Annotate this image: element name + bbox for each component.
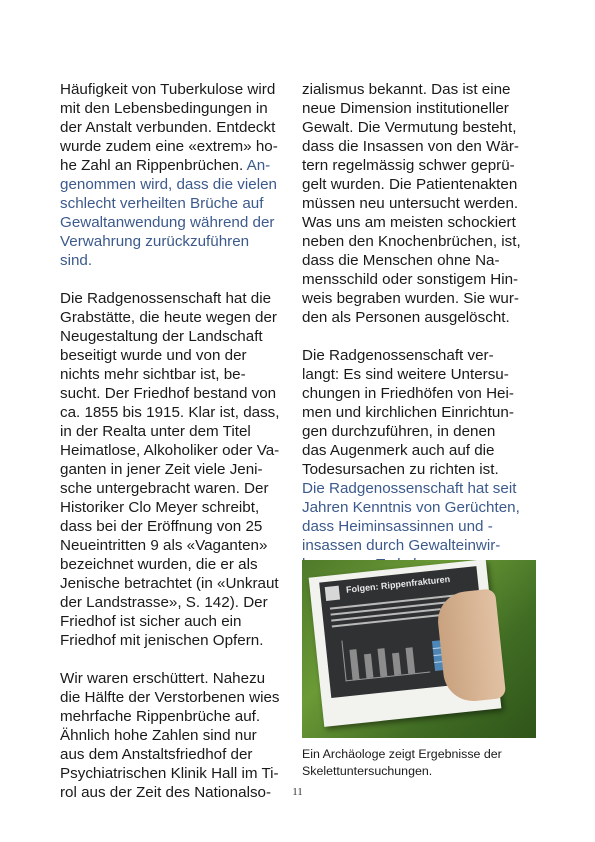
paragraph-institutional-violence: zialismus bekannt. Das ist eine neue Dimension institutioneller Gewalt. Die Vermutung besteht, dass die Insassen von den Wär- tern regelmässig schwer geprü- gelt wurden. Die Patientenakten müssen neu untersucht werden. Was uns am meisten schockiert neben den Knochenbrüchen, ist, dass die Menschen ohne Na- mensschild oder sonstigem Hin- weis begraben wurden. Sie wur- den als Personen ausgelöscht.: [302, 81, 521, 326]
slide-bar-chart: [341, 632, 430, 682]
paragraph-demand: [302, 346, 536, 574]
slide-chart-bar: [406, 647, 416, 674]
right-column: [302, 80, 536, 593]
photo-caption: Ein Archäologe zeigt Ergebnisse der Skelettuntersuchungen.: [302, 747, 502, 778]
highlighted-text: An- genommen wird, dass die vielen schlecht verheilten Brüche auf Gewaltanwendung während der Verwahrung zurückzuführen sind.: [60, 157, 277, 269]
paragraph-shock: Wir waren erschüttert. Nahezu die Hälfte der Verstorbenen wies mehrfache Rippenbrüche auf. Ähnlich hohe Zahlen sind nur aus dem Anstaltsfriedhof der Psychiatrischen Klinik Hall im Ti- rol aus der Zeit des Nationalso-: [60, 670, 280, 801]
slide-chart-bar: [392, 653, 401, 676]
slide-chart-bar: [349, 649, 359, 680]
left-column: [60, 80, 292, 821]
photo-archaeologist-slide: [302, 560, 536, 738]
logo-icon: [325, 586, 340, 601]
paragraph-tuberculosis: [60, 80, 292, 270]
slide-title: Folgen: Rippenfrakturen: [345, 573, 451, 595]
paragraph-text: Die Radgenossenschaft ver- langt: Es sind weitere Untersu- chungen in Friedhöfen von Hei- men und kirchlichen Einrichtun- gen durchzuführen, in denen das Augenmerk auch auf die Todesursachen zu richten ist.: [302, 347, 514, 478]
printed-slide-paper: [309, 560, 502, 727]
page-number: 11: [292, 786, 303, 798]
slide-chart-bar: [364, 654, 373, 679]
paragraph-grave-site: Die Radgenossenschaft hat die Grabstätte, die heute wegen der Neugestaltung der Landschaft beseitigt wurde und von der nichts mehr sichtbar ist, be- sucht. Der Friedhof bestand von ca. 1855 bis 1915. Klar ist, dass, in der Realta unter dem Titel Heimatlose, Alkoholiker oder Va- ganten in jener Zeit viele Jeni- sche untergebracht waren. Der Historiker Clo Meyer schreibt, dass bei der Eröffnung von 25 Neueintritten 9 als «Vaganten» bezeichnet wurden, die er als Jenische betrachtet (in «Unkraut der Landstrasse», S. 142). Der Friedhof ist sicher auch ein Friedhof mit jenischen Opfern.: [60, 290, 280, 649]
hand: [435, 588, 506, 704]
highlighted-text: Die Radgenossenschaft hat seit Jahren Kenntnis von Gerüchten, dass Heiminsassinnen und - insassen durch Gewalteinwir-: [302, 480, 520, 554]
slide-chart-bar: [377, 648, 387, 677]
paragraph-text: Häufigkeit von Tuberkulose wird mit den Lebensbedingungen in der Anstalt verbunden. Entdeckt wurde zudem eine «extrem» ho- he Zahl an Rippenbrüchen.: [60, 81, 278, 174]
